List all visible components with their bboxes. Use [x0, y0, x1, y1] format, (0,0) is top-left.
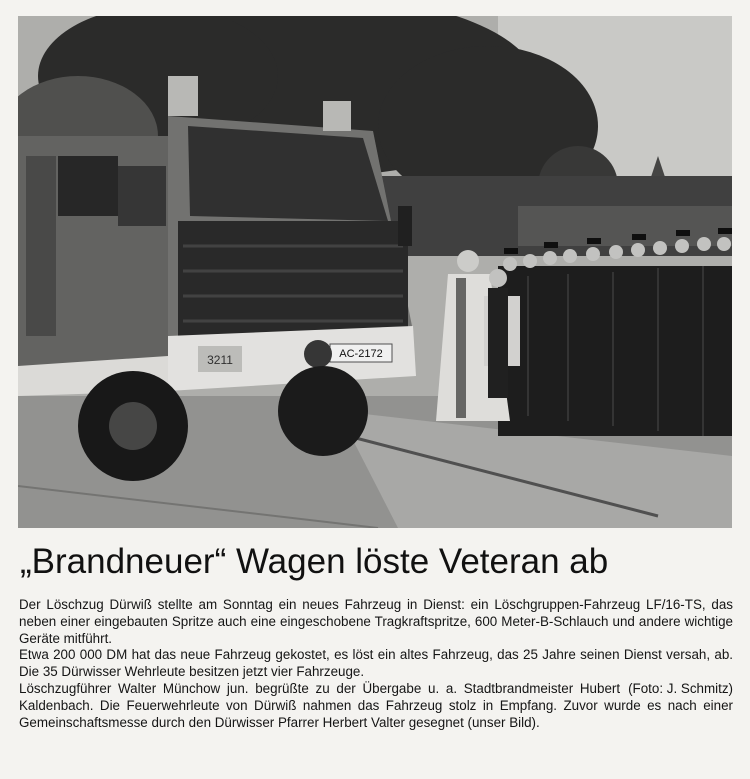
- news-photo: [18, 16, 732, 528]
- fire-truck-blessing-photo: [18, 16, 732, 528]
- license-plate: AC-2172: [339, 348, 383, 360]
- article-body: [19, 597, 733, 731]
- article-paragraph-text: Löschzugführer Walter Münchow jun. begrüßte zu der Übergabe u. a. Stadtbrandmeister Hubert Kaldenbach. Die Feuerwehrleute von Dürwiß nahmen das Fahrzeug stolz in Empfang. Zuvor wurde es nach einer Gemeinschaftsmesse durch den Dürwisser Pfarrer Herbert Valter gesegnet (unser Bild).: [19, 680, 733, 730]
- article-paragraph: Der Löschzug Dürwiß stellte am Sonntag ein neues Fahrzeug in Dienst: ein Löschgruppen-Fahrzeug LF/16-TS, das neben einer eingebauten Spritze auch eine eingeschobene Tragkraftspritze, 600 Meter-B-Schlauch und andere wichtige Geräte mitführt.: [19, 597, 733, 646]
- article-paragraph-last: [19, 681, 733, 731]
- truck-front-badge: 3211: [207, 353, 233, 367]
- article-headline: „Brandneuer“ Wagen löste Veteran ab: [20, 542, 609, 581]
- article-paragraph: Etwa 200 000 DM hat das neue Fahrzeug gekostet, es löst ein altes Fahrzeug, das 25 Jahre seinen Dienst versah, ab. Die 35 Dürwisser Wehrleute besitzen jetzt vier Fahrzeuge.: [19, 647, 733, 680]
- photo-credit: (Foto: J. Schmitz): [628, 680, 733, 696]
